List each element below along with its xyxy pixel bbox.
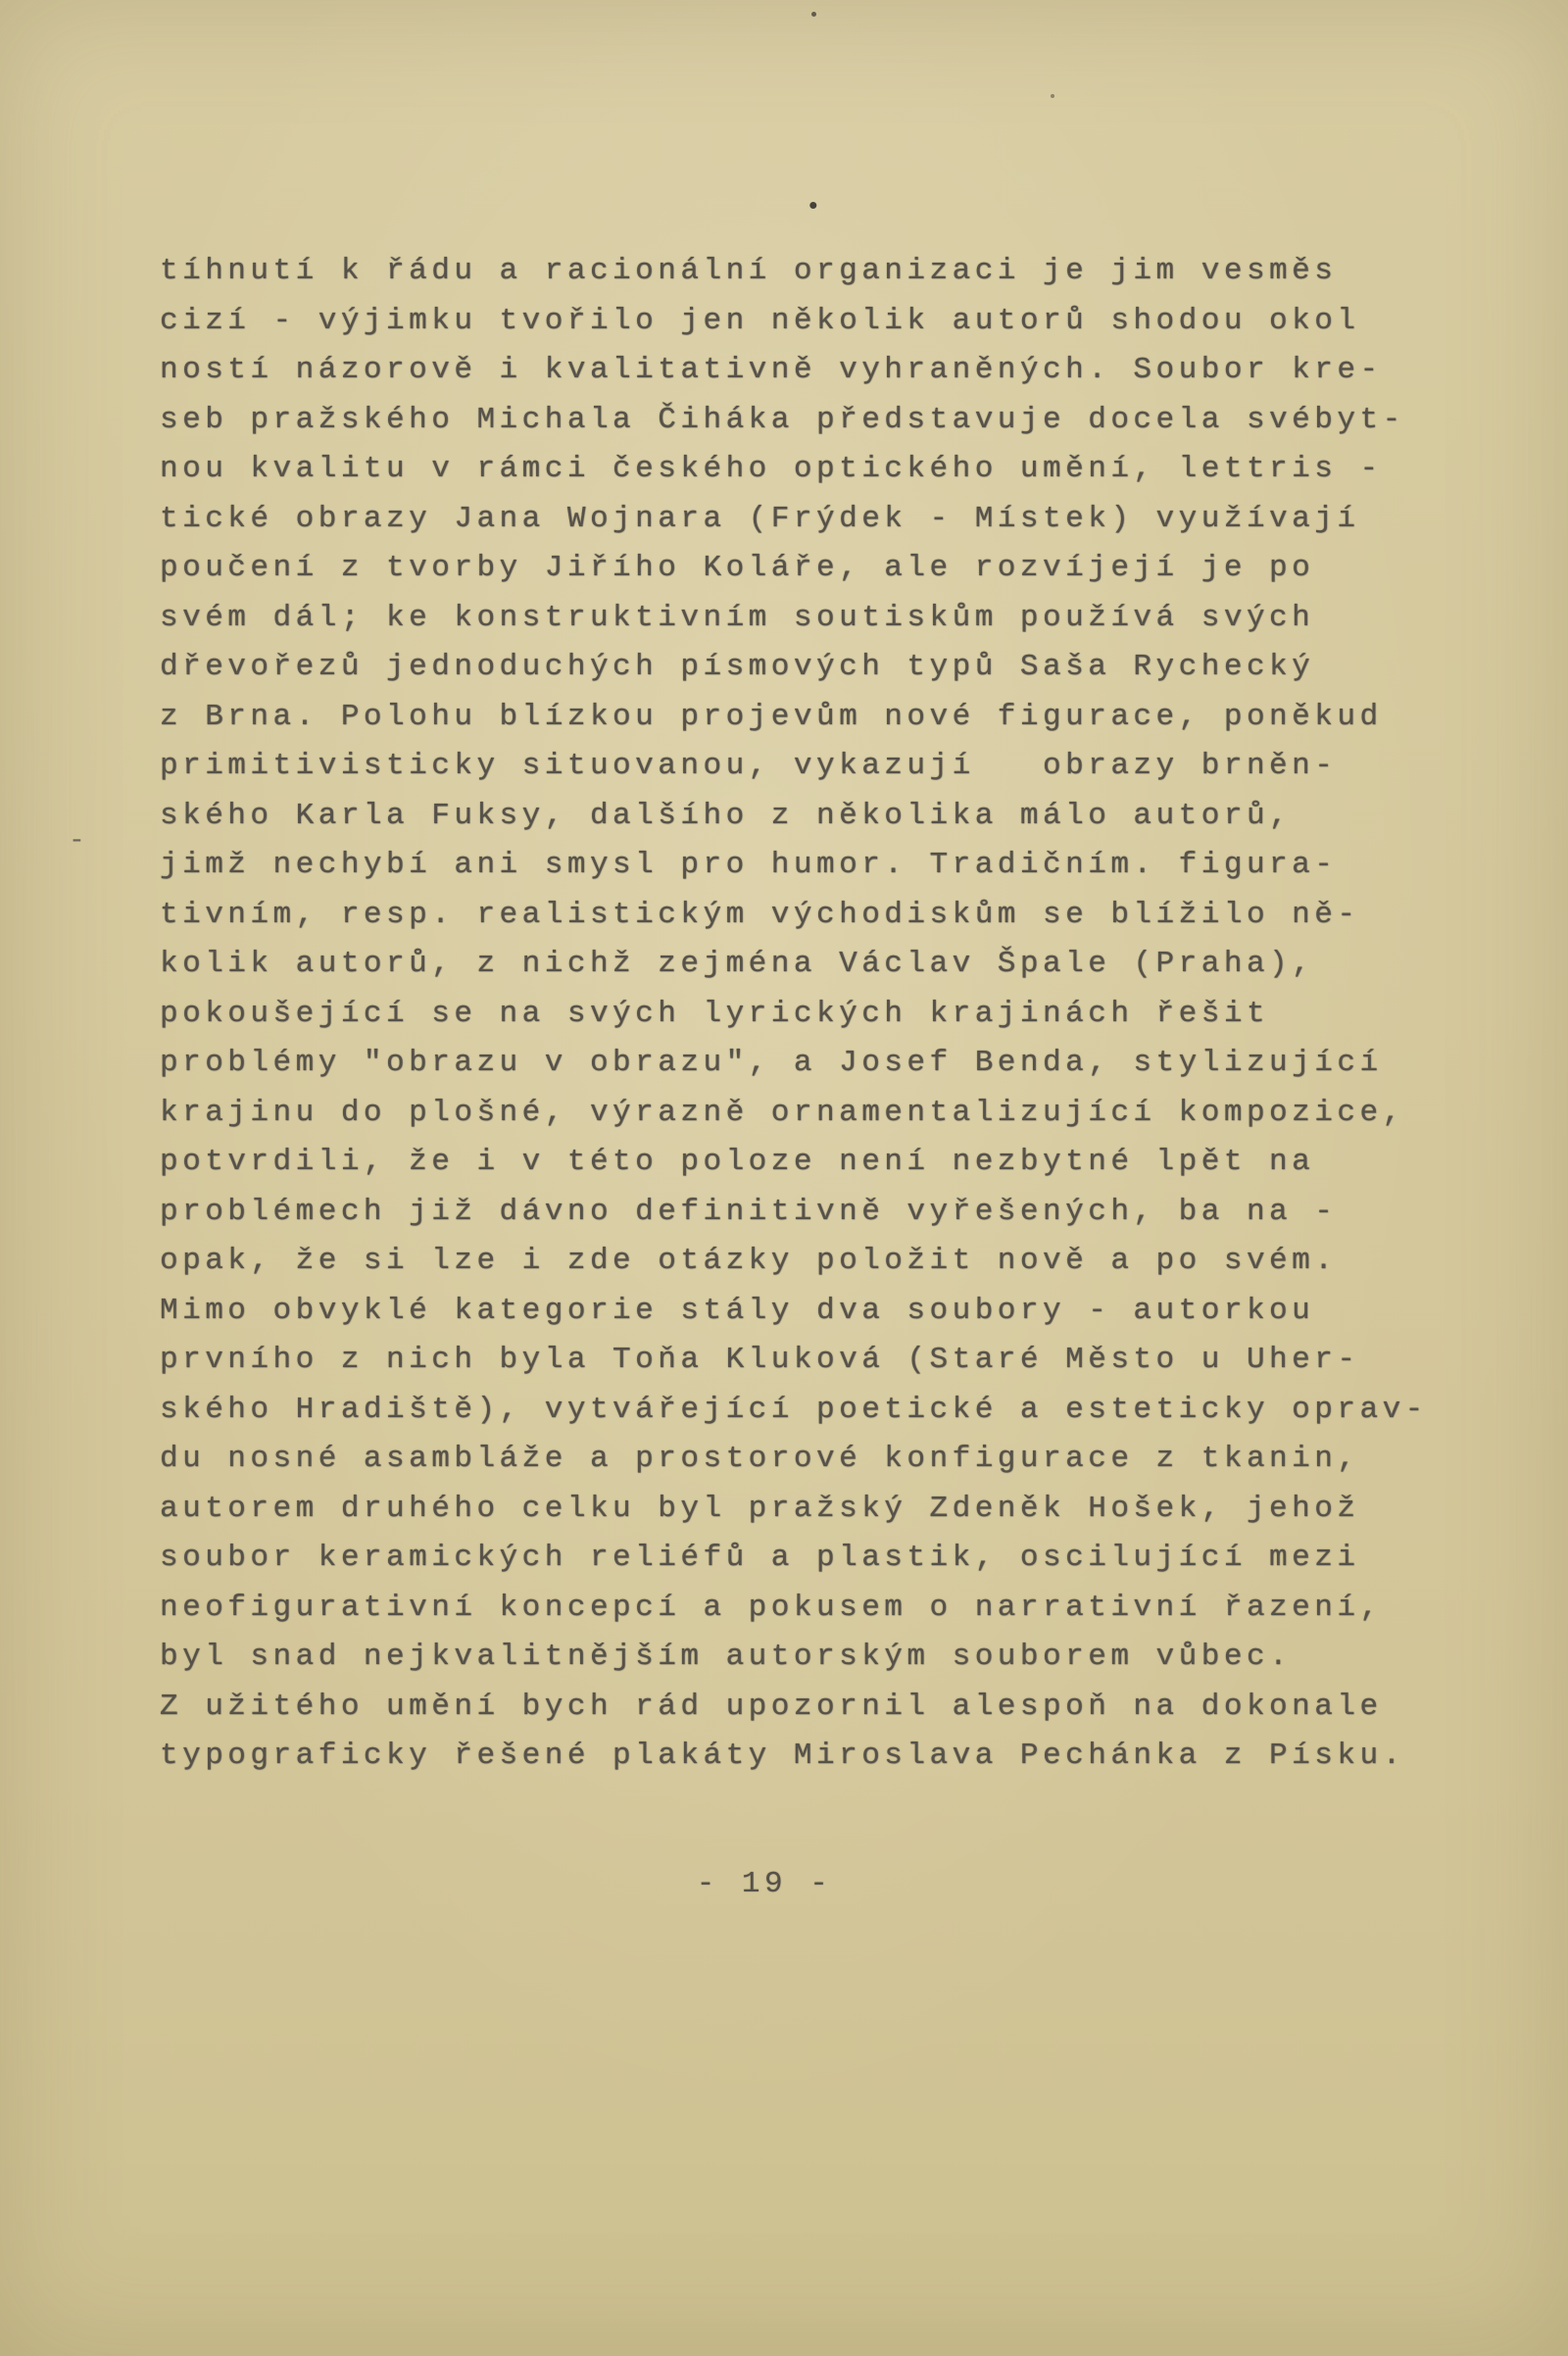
text-line: z Brna. Polohu blízkou projevům nové figurace, poněkud bbox=[160, 699, 1383, 734]
text-line: Z užitého umění bych rád upozornil alespoň na dokonale bbox=[160, 1689, 1383, 1724]
text-line: svém dál; ke konstruktivním soutiskům používá svých bbox=[160, 600, 1315, 635]
text-line: byl snad nejkvalitnějším autorským souborem vůbec. bbox=[160, 1640, 1293, 1674]
text-line: jimž nechybí ani smysl pro humor. Tradičním. figura- bbox=[160, 848, 1338, 882]
text-line: cizí - výjimku tvořilo jen několik autorů shodou okol bbox=[160, 303, 1360, 338]
text-line: typograficky řešené plakáty Miroslava Pechánka z Písku. bbox=[160, 1739, 1405, 1773]
text-line: prvního z nich byla Toňa Kluková (Staré Město u Uher- bbox=[160, 1343, 1360, 1377]
text-line: du nosné asambláže a prostorové konfigurace z tkanin, bbox=[160, 1442, 1360, 1476]
text-line: tivním, resp. realistickým východiskům se blížilo ně- bbox=[160, 897, 1360, 932]
text-line: dřevořezů jednoduchých písmových typů Saša Rychecký bbox=[160, 650, 1315, 684]
text-line: potvrdili, že i v této poloze není nezbytné lpět na bbox=[160, 1145, 1315, 1179]
stray-mark: - bbox=[69, 826, 85, 857]
text-line: ností názorově i kvalitativně vyhraněných. Soubor kre- bbox=[160, 353, 1383, 387]
page-number: - 19 - bbox=[696, 1867, 833, 1901]
text-line: opak, že si lze i zde otázky položit nově a po svém. bbox=[160, 1244, 1338, 1278]
text-line: autorem druhého celku byl pražský Zdeněk Hošek, jehož bbox=[160, 1491, 1360, 1526]
text-line: poučení z tvorby Jiřího Koláře, ale rozvíjejí je po bbox=[160, 551, 1315, 585]
text-line: ského Karla Fuksy, dalšího z několika málo autorů, bbox=[160, 798, 1293, 833]
ink-speck bbox=[811, 12, 816, 17]
text-line: nou kvalitu v rámci českého optického umění, lettris - bbox=[160, 452, 1383, 486]
bullet-dot: • bbox=[806, 192, 821, 221]
text-line: soubor keramických reliéfů a plastik, oscilující mezi bbox=[160, 1541, 1360, 1575]
text-line: krajinu do plošné, výrazně ornamentalizující kompozice, bbox=[160, 1095, 1405, 1130]
text-line: tíhnutí k řádu a racionální organizaci je jim vesměs bbox=[160, 254, 1338, 288]
text-line: pokoušející se na svých lyrických krajinách řešit bbox=[160, 996, 1270, 1031]
text-line: problémy "obrazu v obrazu", a Josef Benda, stylizující bbox=[160, 1046, 1383, 1080]
text-line: Mimo obvyklé kategorie stály dva soubory - autorkou bbox=[160, 1293, 1315, 1328]
text-line: kolik autorů, z nichž zejména Václav Špale (Praha), bbox=[160, 947, 1315, 981]
ink-speck bbox=[1051, 94, 1054, 98]
typewritten-text-block bbox=[160, 247, 1434, 1782]
text-line: tické obrazy Jana Wojnara (Frýdek - Místek) využívají bbox=[160, 501, 1360, 536]
text-line: problémech již dávno definitivně vyřešených, ba na - bbox=[160, 1194, 1338, 1229]
text-line: primitivisticky situovanou, vykazují obrazy brněn- bbox=[160, 749, 1338, 783]
text-line: neofigurativní koncepcí a pokusem o narrativní řazení, bbox=[160, 1590, 1383, 1625]
text-line: ského Hradiště), vytvářející poetické a esteticky oprav- bbox=[160, 1392, 1428, 1427]
text-line: seb pražského Michala Čiháka představuje docela svébyt- bbox=[160, 402, 1405, 437]
